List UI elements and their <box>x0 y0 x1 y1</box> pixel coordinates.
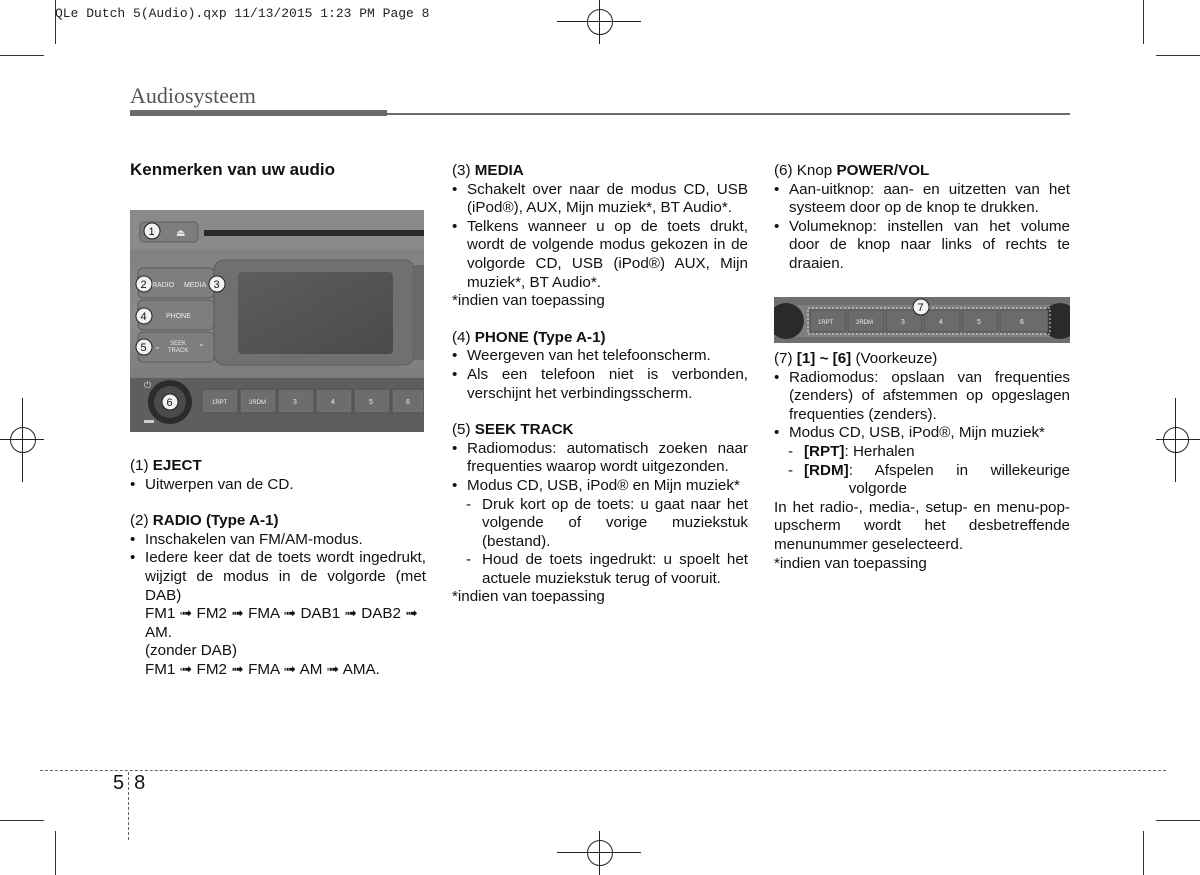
rpt-value: : Herhalen <box>844 442 915 460</box>
footer-rule <box>40 770 1166 771</box>
svg-text:⏏: ⏏ <box>176 228 186 239</box>
knob-title: POWER/VOL <box>836 162 930 179</box>
preset-footnote: *indien van toepassing <box>774 554 927 572</box>
crop-mark <box>1156 820 1200 821</box>
preset-bullet-2: • Modus CD, USB, iPod®, Mijn muziek* <box>774 424 1070 443</box>
column-1 <box>130 161 426 180</box>
rdm-row <box>774 462 1070 499</box>
phone-heading <box>452 329 748 348</box>
crop-mark <box>0 55 44 56</box>
svg-text:4: 4 <box>331 399 335 406</box>
seek-heading <box>452 421 748 440</box>
column-2 <box>452 162 748 607</box>
seek-dash-2: - Houd de toets ingedrukt: u spoelt het actuele muziekstuk terug of vooruit. <box>452 551 748 588</box>
crop-mark <box>1143 0 1144 44</box>
page-number <box>113 772 155 795</box>
svg-text:3: 3 <box>901 319 905 326</box>
svg-text:7: 7 <box>917 302 924 314</box>
svg-text:⏻: ⏻ <box>144 380 152 390</box>
rpt-key: - [RPT] <box>804 442 845 460</box>
crop-mark <box>0 820 44 821</box>
preset-paragraph: In het radio-, media-, setup- en menu-pop-upscherm wordt het desbetreffende menunummer geselecteerd. <box>774 498 1070 553</box>
svg-text:3: 3 <box>293 399 297 406</box>
radio-without-dab-label: (zonder DAB) <box>145 642 238 660</box>
svg-text:SEEK: SEEK <box>170 341 187 347</box>
media-heading <box>452 162 748 181</box>
seek-title: SEEK TRACK <box>474 421 574 439</box>
svg-text:1RPT: 1RPT <box>212 400 228 406</box>
column-3 <box>774 162 1070 274</box>
phone-number: (4) <box>452 328 475 346</box>
svg-text:4: 4 <box>939 319 943 326</box>
svg-text:4: 4 <box>140 311 147 323</box>
page-section: 5 <box>113 772 125 794</box>
media-bullet-2: • Telkens wanneer u op de toets drukt, wordt de volgende modus gekozen in de volgorde CD, USB (iPod®) AUX, Mijn muziek*, BT Audio*. <box>452 218 748 292</box>
phone-bullet-1: • Weergeven van het telefoonscherm. <box>452 347 748 366</box>
svg-text:2RDM: 2RDM <box>249 400 267 406</box>
media-title: MEDIA <box>474 162 524 179</box>
phone-title: PHONE (Type A-1) <box>474 328 606 346</box>
radio-heading <box>130 512 426 531</box>
knob-bullet-2: • Volumeknop: instellen van het volume door de knop naar links of rechts te draaien. <box>774 218 1070 274</box>
svg-text:RADIO: RADIO <box>152 282 175 289</box>
svg-text:⌄: ⌄ <box>154 342 161 351</box>
svg-text:MEDIA: MEDIA <box>184 282 207 289</box>
page-number-value: 8 <box>134 772 146 794</box>
eject-title: EJECT <box>152 457 202 474</box>
crop-mark <box>1143 831 1144 875</box>
print-file-header: QLe Dutch 5(Audio).qxp 11/13/2015 1:23 PM Page 8 <box>55 6 430 21</box>
preset-number: (7) <box>774 350 797 367</box>
phone-bullet-2: • Als een telefoon niet is verbonden, verschijnt het verbindingsscherm. <box>452 366 748 403</box>
preset-title: [1] ~ [6] <box>796 350 852 367</box>
svg-text:5: 5 <box>977 319 981 326</box>
svg-text:6: 6 <box>406 399 410 406</box>
crop-mark <box>1156 55 1200 56</box>
seek-footnote: *indien van toepassing <box>452 588 605 606</box>
audio-panel-illustration <box>130 210 424 432</box>
media-bullet-1: • Schakelt over naar de modus CD, USB (iPod®), AUX, Mijn muziek*, BT Audio*. <box>452 181 748 218</box>
preset-suffix: (Voorkeuze) <box>851 350 938 367</box>
rpt-row <box>774 443 1070 462</box>
svg-text:TRACK: TRACK <box>168 348 189 354</box>
eject-bullet-1: • Uitwerpen van de CD. <box>130 476 426 495</box>
column-3-text <box>774 350 1070 573</box>
seek-number: (5) <box>452 421 475 439</box>
section-title: Audiosysteem <box>130 83 256 108</box>
knob-bullet-1: • Aan-uitknop: aan- en uitzetten van het systeem door op de knop te drukken. <box>774 181 1070 218</box>
preset-heading <box>774 350 1070 369</box>
radio-number: (2) <box>130 512 153 530</box>
svg-text:6: 6 <box>1020 319 1024 326</box>
radio-bullet-1: • Inschakelen van FM/AM-modus. <box>130 531 426 550</box>
svg-text:1RPT: 1RPT <box>818 320 834 326</box>
svg-text:⌃: ⌃ <box>198 343 205 352</box>
svg-text:5: 5 <box>140 342 147 354</box>
seek-bullet-1: • Radiomodus: automatisch zoeken naar frequenties waarop wordt uitgezonden. <box>452 440 748 477</box>
svg-text:3: 3 <box>213 279 220 291</box>
eject-heading <box>130 457 426 476</box>
section-heading: Kenmerken van uw audio <box>130 160 335 179</box>
media-footnote: *indien van toepassing <box>452 292 605 310</box>
title-rule-dark <box>130 110 387 116</box>
eject-number: (1) <box>130 457 153 474</box>
radio-title: RADIO (Type A-1) <box>152 512 279 530</box>
radio-bullet-2: • Iedere keer dat de toets wordt ingedrukt, wijzigt de modus in de volgorde (met DAB) <box>130 549 426 605</box>
rdm-value: : Afspelen in willekeurige volgorde <box>848 461 1070 498</box>
svg-text:2RDM: 2RDM <box>856 320 874 326</box>
svg-text:1: 1 <box>148 226 155 238</box>
knob-heading <box>774 162 1070 181</box>
svg-text:2: 2 <box>140 279 147 291</box>
rdm-key: - [RDM] <box>804 461 849 479</box>
preset-strip-illustration <box>774 297 1070 343</box>
seek-bullet-2: • Modus CD, USB, iPod® en Mijn muziek* <box>452 477 748 496</box>
preset-strip-image <box>774 297 1070 343</box>
svg-text:5: 5 <box>369 399 373 406</box>
radio-sequence-with-dab: FM1 ➟ FM2 ➟ FMA ➟ DAB1 ➟ DAB2 ➟ AM. <box>145 605 418 641</box>
crop-mark <box>55 831 56 875</box>
column-1-text <box>130 457 426 680</box>
preset-bullet-1: • Radiomodus: opslaan van frequenties (zenders) of afstemmen op opgeslagen frequenties (zenders). <box>774 369 1070 425</box>
knob-prefix: (6) Knop <box>774 162 837 179</box>
seek-dash-1: - Druk kort op de toets: u gaat naar het volgende of vorige muziekstuk (bestand). <box>452 496 748 552</box>
title-rule-light <box>387 113 1070 115</box>
audio-panel-image <box>130 210 424 432</box>
media-number: (3) <box>452 162 475 179</box>
svg-text:PHONE: PHONE <box>166 313 191 320</box>
svg-text:6: 6 <box>166 397 173 409</box>
radio-sequence-without-dab: FM1 ➟ FM2 ➟ FMA ➟ AM ➟ AMA. <box>145 660 380 678</box>
